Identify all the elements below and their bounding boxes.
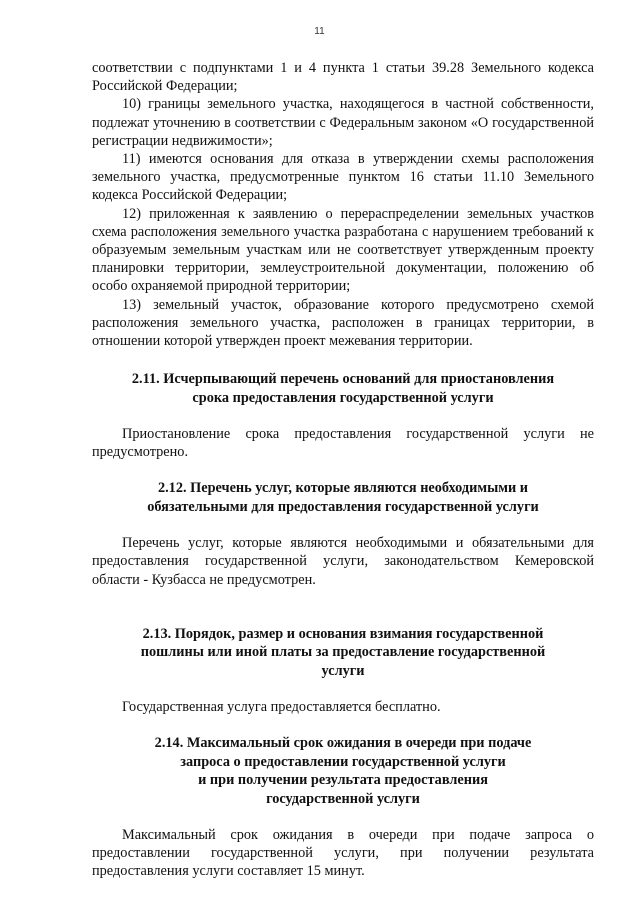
section-heading-2-13 (92, 625, 594, 680)
heading-line: 2.12. Перечень услуг, которые являются необходимыми и (157, 480, 529, 497)
section-heading-2-11 (92, 370, 594, 407)
heading-line: запроса о предоставлении государственной услуги (180, 753, 506, 770)
heading-line: и при получении результата предоставления (198, 772, 488, 789)
section-body-2-12: Перечень услуг, которые являются необходимыми и обязательными для предоставления государственной услуги, законодательством Кемеровской области - Кузбасса не предусмотрен. (92, 535, 594, 588)
document-body (92, 59, 594, 881)
list-item-12: 12) приложенная к заявлению о перераспределении земельных участков схема расположения земельного участка разработана с нарушением требований к образуемым земельным участкам или не соответствует утвержденным проекту планировки территории, землеустроительной документации, положению об особо охраняемой природной территории; (92, 205, 594, 295)
heading-line: государственной услуги (266, 790, 420, 807)
heading-line: пошлины или иной платы за предоставление государственной (140, 644, 546, 661)
heading-line: срока предоставления государственной услуги (192, 389, 494, 406)
page-number: 11 (314, 26, 325, 37)
heading-line: обязательными для предоставления государственной услуги (147, 498, 539, 515)
heading-line: 2.13. Порядок, размер и основания взимания государственной (142, 625, 544, 642)
list-item-10: 10) границы земельного участка, находящегося в частной собственности, подлежат уточнению в соответствии с Федеральным законом «О государственной регистрации недвижимости»; (92, 96, 594, 149)
heading-line: услуги (321, 662, 365, 679)
section-heading-2-14 (92, 734, 594, 808)
list-item-13: 13) земельный участок, образование которого предусмотрено схемой расположения земельного участка, расположен в границах территории, в отношении которой утвержден проект межевания территории. (92, 296, 594, 350)
heading-line: 2.14. Максимальный срок ожидания в очереди при подаче (154, 735, 532, 752)
heading-line: 2.11. Исчерпывающий перечень оснований для приостановления (131, 371, 555, 388)
section-heading-2-12 (92, 479, 594, 516)
section-body-2-11: Приостановление срока предоставления государственной услуги не предусмотрено. (92, 426, 594, 461)
section-body-2-14: Максимальный срок ожидания в очереди при подаче запроса о предоставлении государственной услуги, при получении результата предоставления услуги составляет 15 минут. (92, 826, 594, 880)
section-body-2-13: Государственная услуга предоставляется бесплатно. (122, 699, 441, 716)
list-item-11: 11) имеются основания для отказа в утверждении схемы расположения земельного участка, предусмотренные пунктом 16 статьи 11.10 Земельного кодекса Российской Федерации; (92, 151, 594, 204)
continued-paragraph: соответствии с подпунктами 1 и 4 пункта 1 статьи 39.28 Земельного кодекса Российской Федерации; (92, 60, 594, 95)
